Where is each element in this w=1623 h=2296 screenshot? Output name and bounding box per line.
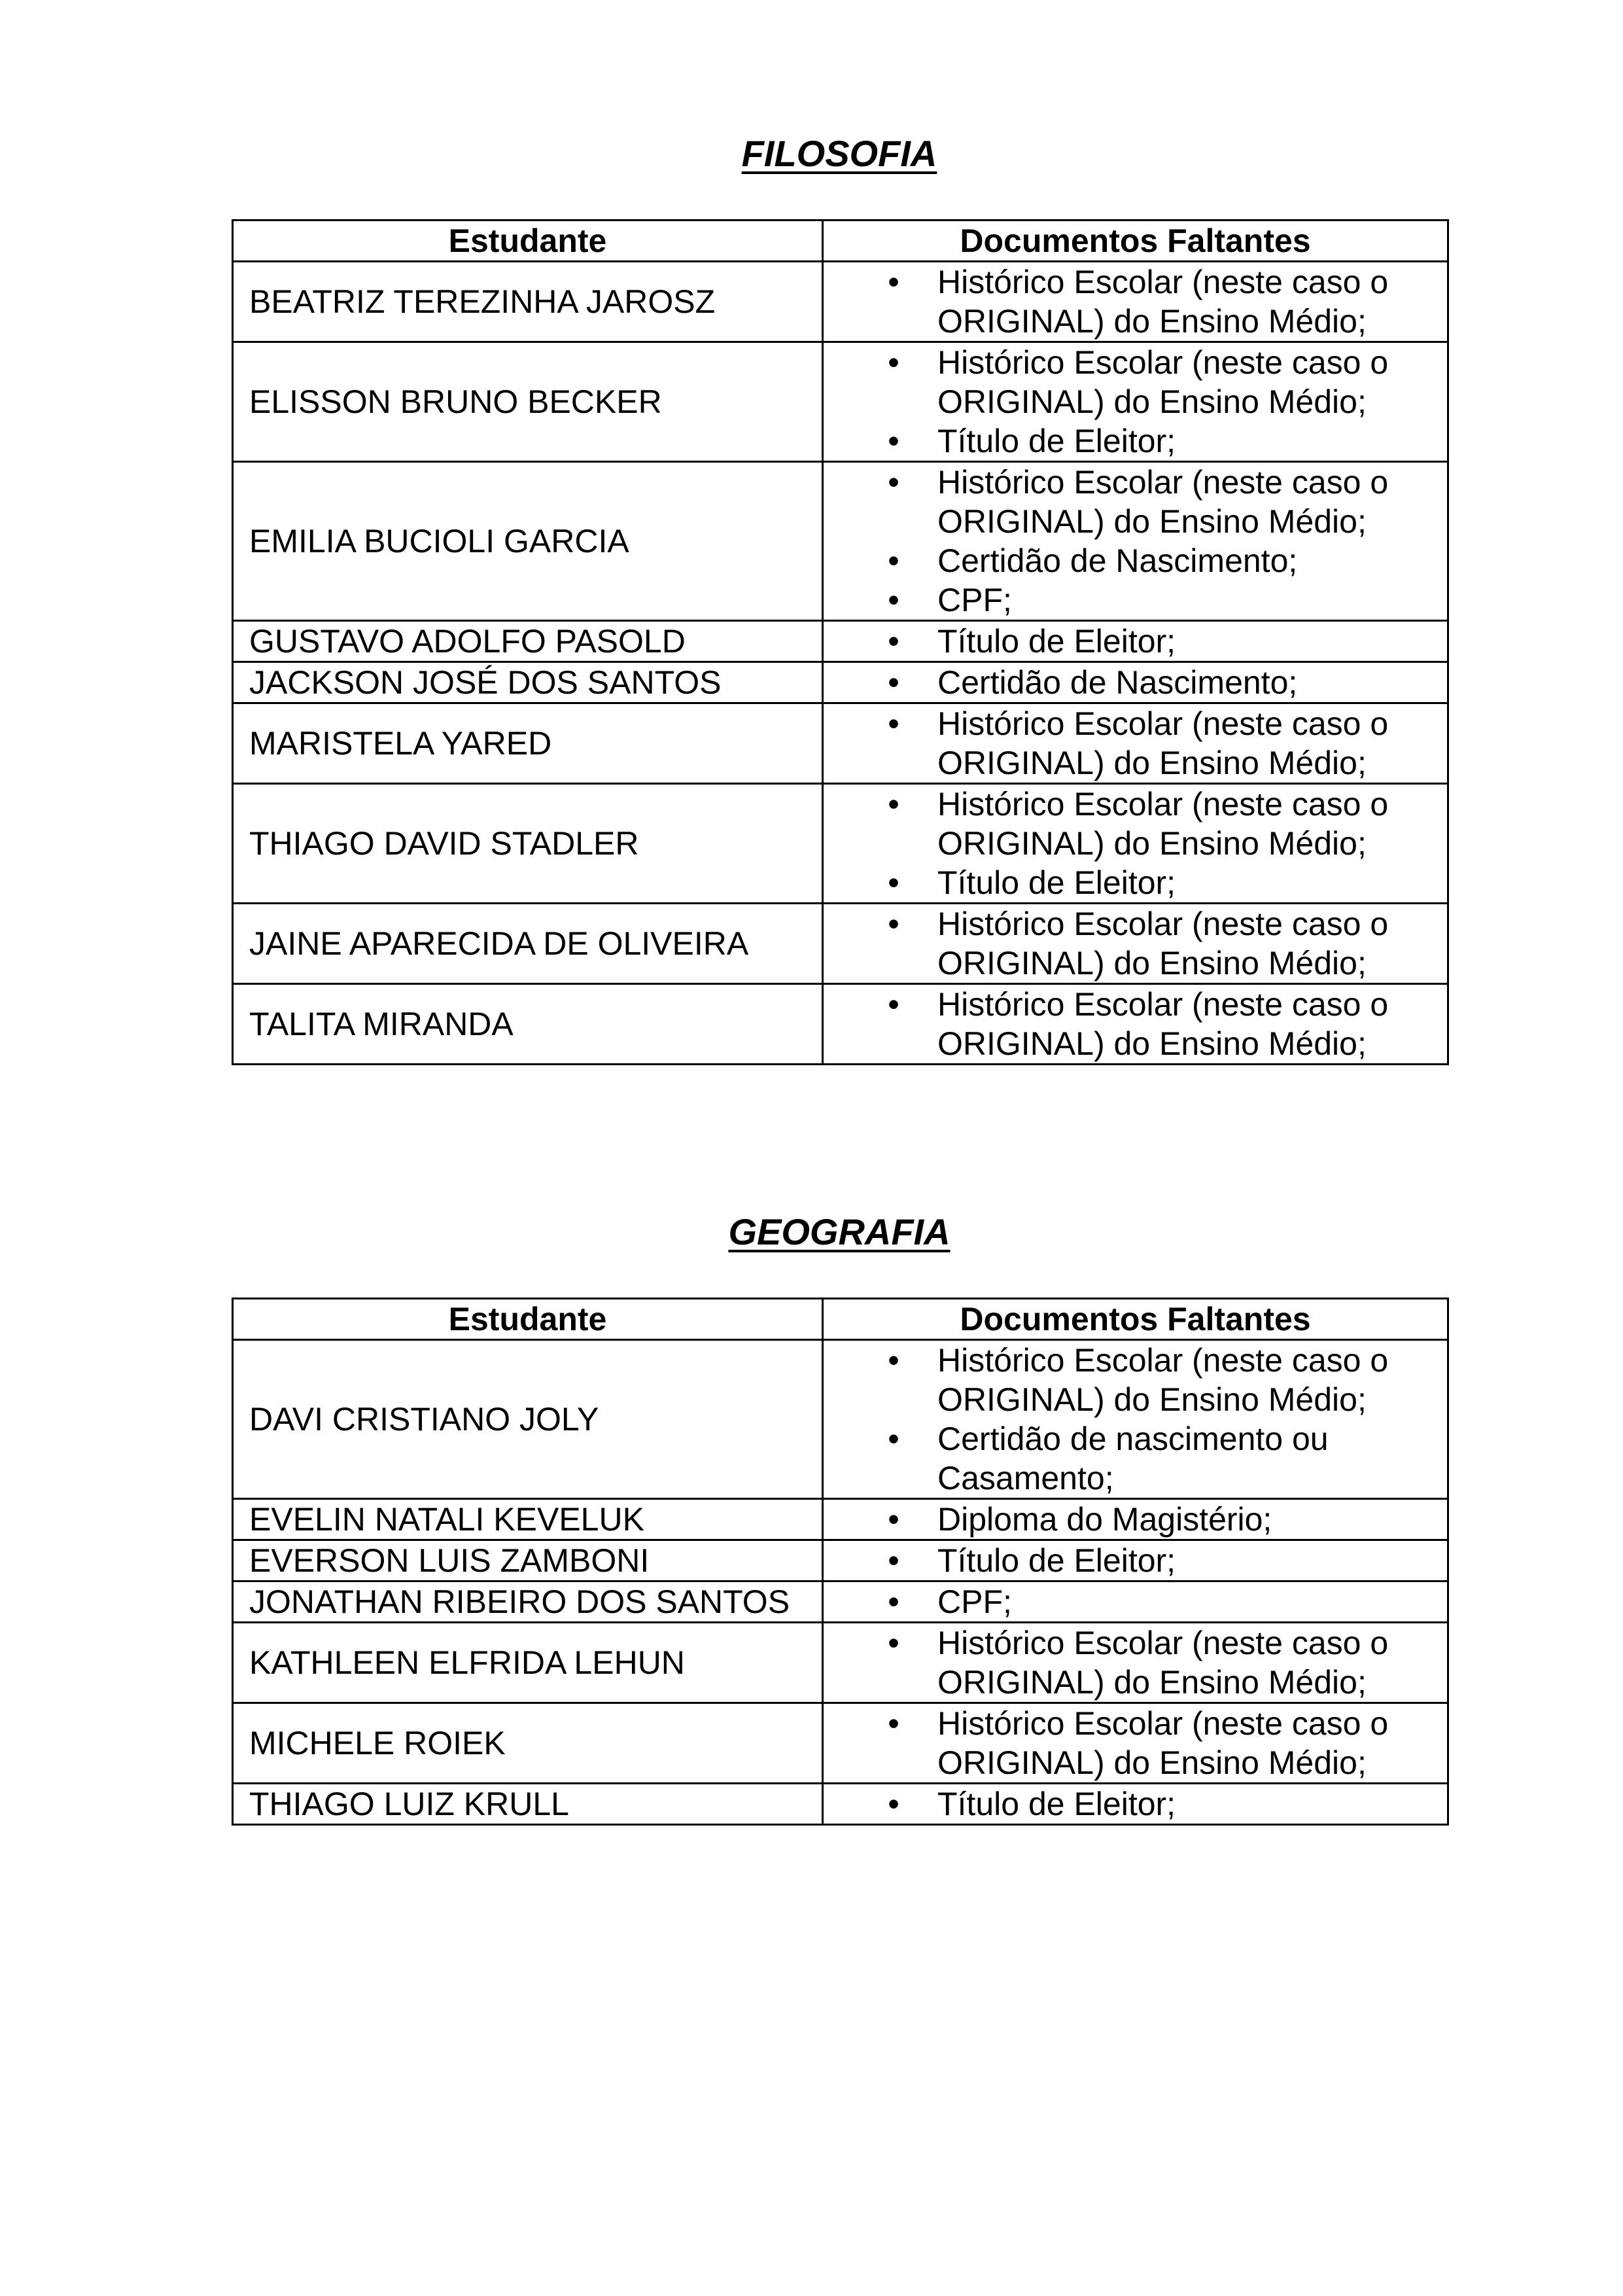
list-item: [824, 1704, 1447, 1782]
document-text: Histórico Escolar (neste caso o ORIGINAL) do Ensino Médio;: [937, 464, 1389, 540]
document-list: [824, 262, 1447, 341]
bullet-icon: •: [888, 464, 899, 501]
document-text: Histórico Escolar (neste caso o ORIGINAL) do Ensino Médio;: [937, 1625, 1389, 1701]
list-item: [824, 463, 1447, 541]
document-text: Diploma do Magistério;: [937, 1501, 1272, 1538]
bullet-icon: •: [888, 986, 899, 1023]
table-row: [233, 984, 1448, 1065]
student-name: MARISTELA YARED: [233, 703, 823, 784]
missing-documents-cell: [823, 1784, 1448, 1825]
column-header-student: Estudante: [233, 1299, 823, 1340]
missing-documents-cell: [823, 1340, 1448, 1499]
list-item: [824, 262, 1447, 341]
table-row: [233, 621, 1448, 662]
bullet-icon: •: [888, 1421, 899, 1457]
missing-documents-cell: [823, 342, 1448, 462]
bullet-icon: •: [888, 786, 899, 822]
document-text: Histórico Escolar (neste caso o ORIGINAL) do Ensino Médio;: [937, 986, 1389, 1062]
document-list: [824, 663, 1447, 702]
missing-documents-table: [232, 1298, 1449, 1826]
document-text: Certidão de Nascimento;: [937, 664, 1298, 701]
bullet-icon: •: [888, 705, 899, 742]
document-list: [824, 1784, 1447, 1824]
missing-documents-cell: [823, 621, 1448, 662]
list-item: [824, 421, 1447, 461]
bullet-icon: •: [888, 423, 899, 459]
table-row: [233, 1623, 1448, 1703]
document-text: Título de Eleitor;: [937, 623, 1176, 660]
list-item: [824, 622, 1447, 661]
student-name: THIAGO LUIZ KRULL: [233, 1784, 823, 1825]
bullet-icon: •: [888, 1625, 899, 1661]
missing-documents-table: [232, 219, 1449, 1065]
list-item: [824, 1582, 1447, 1621]
column-header-documents: Documentos Faltantes: [823, 1299, 1448, 1340]
document-list: [824, 463, 1447, 620]
list-item: [824, 1500, 1447, 1539]
section-title: GEOGRAFIA: [728, 1211, 951, 1252]
column-header-student: Estudante: [233, 221, 823, 262]
list-item: [824, 704, 1447, 783]
list-item: [824, 343, 1447, 421]
list-item: [824, 985, 1447, 1063]
document-list: [824, 1623, 1447, 1702]
list-item: [824, 863, 1447, 902]
bullet-icon: •: [888, 664, 899, 701]
bullet-icon: •: [888, 264, 899, 300]
document-list: [824, 1500, 1447, 1539]
list-item: [824, 1341, 1447, 1419]
table-body: [233, 1340, 1448, 1825]
document-list: [824, 1541, 1447, 1580]
list-item: [824, 1623, 1447, 1702]
document-text: Histórico Escolar (neste caso o ORIGINAL) do Ensino Médio;: [937, 1342, 1389, 1418]
document-text: Histórico Escolar (neste caso o ORIGINAL) do Ensino Médio;: [937, 264, 1389, 340]
document-text: Histórico Escolar (neste caso o ORIGINAL) do Ensino Médio;: [937, 1705, 1389, 1781]
document-text: Título de Eleitor;: [937, 864, 1176, 901]
table-row: [233, 904, 1448, 984]
document-text: Histórico Escolar (neste caso o ORIGINAL) do Ensino Médio;: [937, 344, 1389, 420]
table-body: [233, 262, 1448, 1065]
list-item: [824, 785, 1447, 863]
document-list: [824, 785, 1447, 902]
table-row: [233, 462, 1448, 621]
document-text: Título de Eleitor;: [937, 1542, 1176, 1579]
table-row: [233, 1340, 1448, 1499]
missing-documents-cell: [823, 703, 1448, 784]
bullet-icon: •: [888, 344, 899, 381]
document-text: Título de Eleitor;: [937, 423, 1176, 459]
missing-documents-cell: [823, 1703, 1448, 1784]
bullet-icon: •: [888, 1542, 899, 1579]
missing-documents-cell: [823, 1499, 1448, 1540]
student-name: JACKSON JOSÉ DOS SANTOS: [233, 662, 823, 703]
list-item: [824, 904, 1447, 983]
bullet-icon: •: [888, 623, 899, 660]
document-list: [824, 343, 1447, 461]
bullet-icon: •: [888, 1705, 899, 1742]
table-row: [233, 342, 1448, 462]
table-row: [233, 1540, 1448, 1581]
bullet-icon: •: [888, 1786, 899, 1822]
table-header-row: [233, 1299, 1448, 1340]
student-name: BEATRIZ TEREZINHA JAROSZ: [233, 262, 823, 342]
document-text: CPF;: [937, 582, 1012, 618]
document-text: Histórico Escolar (neste caso o ORIGINAL) do Ensino Médio;: [937, 906, 1389, 981]
bullet-icon: •: [888, 906, 899, 942]
table-row: [233, 1703, 1448, 1784]
bullet-icon: •: [888, 1583, 899, 1620]
document-list: [824, 1341, 1447, 1498]
document-list: [824, 1582, 1447, 1621]
missing-documents-cell: [823, 1623, 1448, 1703]
bullet-icon: •: [888, 864, 899, 901]
student-name: JONATHAN RIBEIRO DOS SANTOS: [233, 1581, 823, 1623]
student-name: EVERSON LUIS ZAMBONI: [233, 1540, 823, 1581]
missing-documents-cell: [823, 1540, 1448, 1581]
document-list: [824, 904, 1447, 983]
missing-documents-cell: [823, 904, 1448, 984]
document-text: Histórico Escolar (neste caso o ORIGINAL) do Ensino Médio;: [937, 705, 1389, 781]
student-name: TALITA MIRANDA: [233, 984, 823, 1065]
section-title: FILOSOFIA: [741, 133, 937, 174]
missing-documents-cell: [823, 784, 1448, 904]
list-item: [824, 1419, 1447, 1498]
document-list: [824, 704, 1447, 783]
missing-documents-cell: [823, 984, 1448, 1065]
document-list: [824, 985, 1447, 1063]
list-item: [824, 1784, 1447, 1824]
document-text: CPF;: [937, 1583, 1012, 1620]
document-text: Título de Eleitor;: [937, 1786, 1176, 1822]
missing-documents-cell: [823, 1581, 1448, 1623]
missing-documents-cell: [823, 262, 1448, 342]
student-name: KATHLEEN ELFRIDA LEHUN: [233, 1623, 823, 1703]
bullet-icon: •: [888, 542, 899, 579]
table-row: [233, 784, 1448, 904]
list-item: [824, 580, 1447, 620]
list-item: [824, 541, 1447, 580]
bullet-icon: •: [888, 1501, 899, 1538]
table-header-row: [233, 221, 1448, 262]
student-name: EVELIN NATALI KEVELUK: [233, 1499, 823, 1540]
section-geografia: [232, 1206, 1447, 1826]
table-row: [233, 1581, 1448, 1623]
document-text: Certidão de Nascimento;: [937, 542, 1298, 579]
missing-documents-cell: [823, 462, 1448, 621]
table-row: [233, 1499, 1448, 1540]
column-header-documents: Documentos Faltantes: [823, 221, 1448, 262]
list-item: [824, 1541, 1447, 1580]
student-name: MICHELE ROIEK: [233, 1703, 823, 1784]
bullet-icon: •: [888, 582, 899, 618]
table-row: [233, 662, 1448, 703]
table-row: [233, 703, 1448, 784]
table-row: [233, 262, 1448, 342]
student-name: THIAGO DAVID STADLER: [233, 784, 823, 904]
document-text: Histórico Escolar (neste caso o ORIGINAL) do Ensino Médio;: [937, 786, 1389, 862]
student-name: JAINE APARECIDA DE OLIVEIRA: [233, 904, 823, 984]
section-filosofia: [232, 128, 1447, 1065]
student-name: EMILIA BUCIOLI GARCIA: [233, 462, 823, 621]
student-name: ELISSON BRUNO BECKER: [233, 342, 823, 462]
list-item: [824, 663, 1447, 702]
missing-documents-cell: [823, 662, 1448, 703]
document-list: [824, 1704, 1447, 1782]
student-name: GUSTAVO ADOLFO PASOLD: [233, 621, 823, 662]
table-row: [233, 1784, 1448, 1825]
student-name: DAVI CRISTIANO JOLY: [233, 1340, 823, 1499]
document-list: [824, 622, 1447, 661]
document-text: Certidão de nascimento ou Casamento;: [937, 1421, 1329, 1496]
bullet-icon: •: [888, 1342, 899, 1379]
